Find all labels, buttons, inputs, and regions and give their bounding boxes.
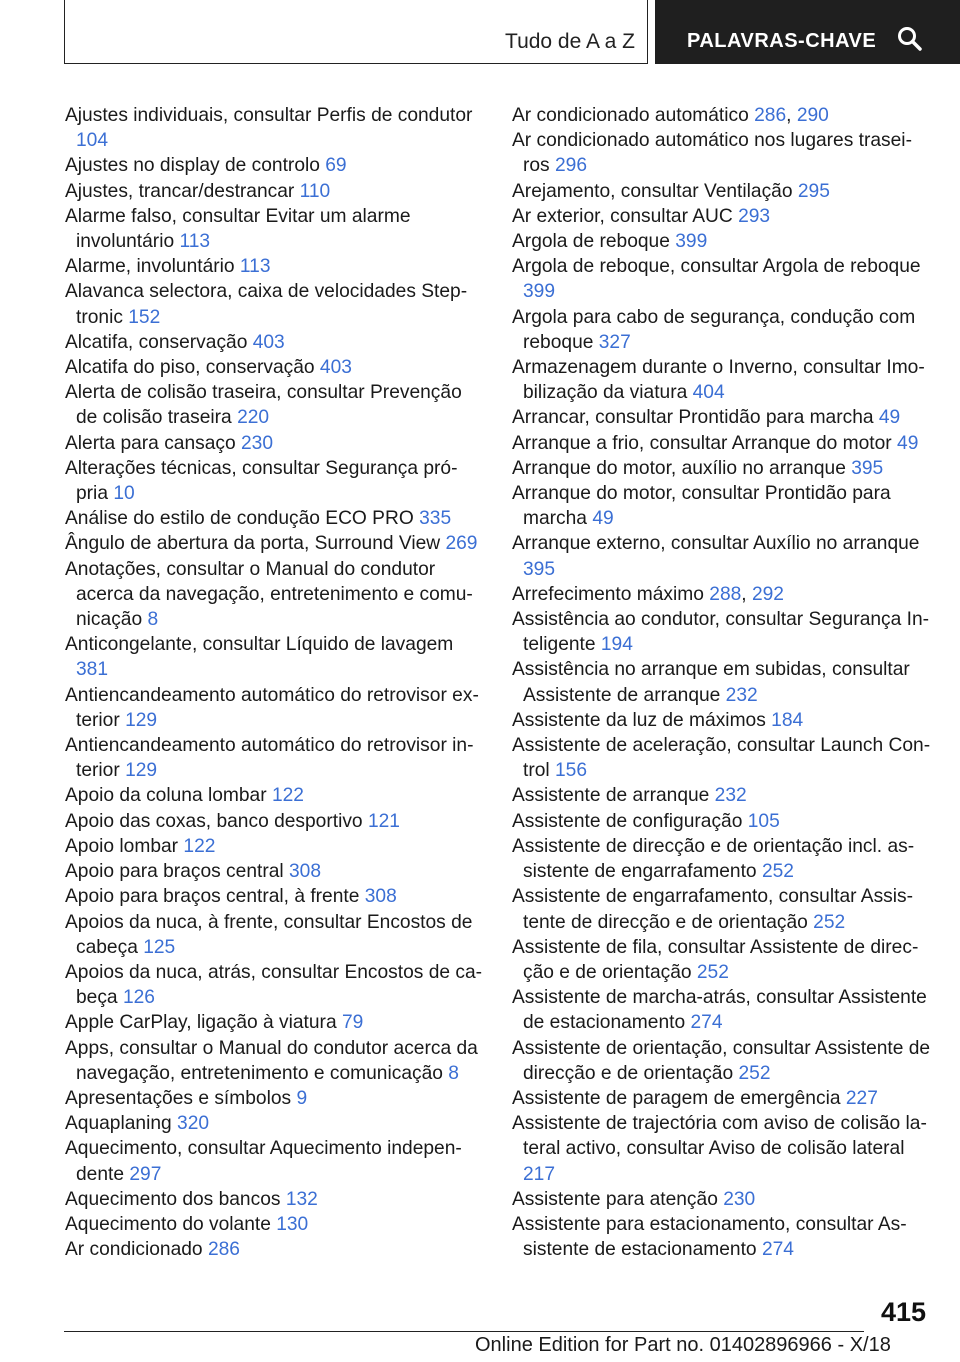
index-entry [65,557,483,633]
index-entry-text: Aquaplaning [65,1113,172,1135]
index-entry [65,1010,483,1035]
index-entry-text: Assistente de paragem de emergência [512,1087,841,1109]
page-reference-link[interactable]: 129 [125,709,158,731]
index-entry-text: Arejamento, consultar Ventilação [512,180,793,202]
index-entry [65,179,483,204]
index-entry-text: Ajustes no display de controlo [65,155,320,177]
index-entry [65,254,483,279]
page-reference-link[interactable]: 230 [241,432,274,454]
page-reference-link[interactable]: 288 [709,583,742,605]
index-entry-text: Argola para cabo de segurança, condução com reboque [512,306,916,353]
index-entry [65,1212,483,1237]
index-entry [65,683,483,733]
keywords-tab[interactable] [655,0,960,64]
page-reference-link[interactable]: 121 [367,810,400,832]
index-entry-text: Alerta para cansaço [65,432,236,454]
page-reference-link[interactable]: 9 [296,1087,308,1109]
index-entry-text: Assistente de direcção e de orientação incl. assistente de engarrafamento [512,835,915,883]
page-reference-link[interactable]: 156 [555,760,588,782]
page-reference-link[interactable]: 230 [723,1188,756,1210]
index-entry [65,355,483,380]
index-entry-text: Apoios da nuca, à frente, consultar Encostos de cabeça [65,911,473,958]
section-title[interactable]: Tudo de A a Z [505,30,635,53]
index-entry: Arrefecimento máximo 288, 292 [512,583,784,605]
page-reference-link[interactable]: 49 [878,407,901,429]
index-entry-text: Aquecimento, consultar Aquecimento independente [65,1138,462,1185]
index-entry [512,884,932,934]
index-entry [512,254,932,304]
page-reference-link[interactable]: 113 [179,231,211,253]
index-entry-text: Apps, consultar o Manual do condutor acerca da navegação, entretenimento e comunicação [65,1037,478,1084]
index-entry-text: Assistente de marcha-atrás, consultar Assistente de estacionamento [512,987,927,1034]
index-entry [65,960,483,1010]
index-entry [512,531,932,581]
page-reference-link[interactable]: 232 [714,785,747,807]
index-entry [512,229,932,254]
index-entry-text: Assistente para atenção [512,1188,718,1210]
index-entry [65,103,483,153]
index-entry [65,809,483,834]
index-entry [65,153,483,178]
index-entry-text: Aquecimento dos bancos [65,1188,281,1210]
index-entry [512,1187,932,1212]
index-entry [512,456,932,481]
index-entry [512,783,932,808]
page-reference-link[interactable]: 10 [113,483,135,505]
index-entry-text: Antiencandeamento automático do retrovisor interior [65,735,474,782]
index-entry [512,708,932,733]
index-entry [65,1136,483,1186]
page-reference-link[interactable]: 105 [747,810,780,832]
index-entry-text: Alavanca selectora, caixa de velocidades Steptronic [65,281,468,328]
page-reference-link[interactable]: 227 [845,1087,878,1109]
index-entry [512,834,932,884]
page-reference-link[interactable]: 327 [598,331,631,353]
page-reference-link[interactable]: 252 [761,861,794,883]
index-entry-text: Apple CarPlay, ligação à viatura [65,1012,337,1034]
index-entry [512,1212,932,1262]
page-reference-link[interactable]: 122 [183,835,216,857]
keywords-tab-label: PALAVRAS-CHAVE [687,29,877,52]
index-entry [65,859,483,884]
index-entry-text: Alcatifa do piso, conservação [65,357,315,379]
header-section-box [64,0,648,64]
index-entry [512,1036,932,1086]
index-entry-text: Assistente de engarrafamento, consultar Assistente de direcção e de orientação [512,886,914,933]
index-column-right [512,103,932,1262]
page-reference-link[interactable]: 252 [813,911,846,933]
index-entry-text: Aquecimento do volante [65,1213,271,1235]
page-reference-link[interactable]: 152 [128,306,161,328]
index-column-left [65,103,483,1262]
index-entry [512,481,932,531]
page-reference-link[interactable]: 122 [271,785,304,807]
index-entry [65,1036,483,1086]
index-entry-text: Alarme, involuntário [65,256,235,278]
index-entry [512,985,932,1035]
index-entry-text: Apoio lombar [65,835,179,857]
page-reference-link[interactable]: 8 [448,1062,459,1084]
index-entry-text: Arrefecimento máximo [512,583,704,605]
page-number: 415 [880,1297,926,1327]
index-entry [512,405,932,430]
page-reference-link[interactable]: 292 [751,583,784,605]
index-entry-text: Assistência no arranque em subidas, consultar Assistente de arranque [512,659,910,706]
page-reference-link[interactable]: 79 [341,1012,364,1034]
index-entry [65,884,483,909]
index-entry-text: Ar condicionado [65,1239,203,1261]
index-entry-text: Arranque externo, consultar Auxílio no arranque [512,533,920,555]
index-entry-text: Alerta de colisão traseira, consultar Prevenção de colisão traseira [65,382,462,429]
index-entry [65,1111,483,1136]
page-reference-link[interactable]: 130 [276,1213,309,1235]
index-entry: Ar condicionado automático 286, 290 [512,105,829,126]
index-entry-text: Assistente para estacionamento, consultar Assistente de estacionamento [512,1213,907,1261]
index-entry-text: Análise do estilo de condução ECO PRO [65,508,414,530]
index-entry [512,1086,932,1111]
page-reference-link[interactable]: 290 [796,105,829,126]
index-entry-text: Apoio das coxas, banco desportivo [65,810,363,832]
page-reference-link[interactable]: 295 [797,180,830,202]
page-reference-link[interactable]: 125 [143,936,176,958]
index-entry-text: Antiencandeamento automático do retrovisor exterior [65,684,479,731]
index-entry-text: Assistente de trajectória com aviso de colisão lateral activo, consultar Aviso de colisão lateral [512,1113,927,1160]
index-entry [65,204,483,254]
page-reference-link[interactable]: 308 [289,861,322,883]
page-reference-link[interactable]: 399 [675,231,708,253]
index-entry-text: Apoio da coluna lombar [65,785,267,807]
index-entry [65,910,483,960]
page-reference-link[interactable]: 320 [177,1113,210,1135]
index-entry-text: Argola de reboque, consultar Argola de reboque [512,256,921,278]
index-entry [512,935,932,985]
index-entry-text: Apoio para braços central, à frente [65,886,360,908]
index-entry-text: Assistente de fila, consultar Assistente de direcção e de orientação [512,936,919,983]
page-reference-link[interactable]: 49 [897,432,919,454]
page-reference-link[interactable]: 232 [725,684,758,706]
page-reference-link[interactable]: 104 [76,130,109,152]
index-entry [65,279,483,329]
page-reference-link[interactable]: 395 [523,558,556,580]
page-reference-link[interactable]: 110 [299,180,331,202]
page-reference-link[interactable]: 286 [207,1239,240,1261]
page-reference-link[interactable]: 274 [761,1239,794,1261]
index-entry-text: Assistente de configuração [512,810,743,832]
index-entry-text: Ar condicionado automático nos lugares traseiros [512,130,912,177]
page-reference-link[interactable]: 297 [129,1163,162,1185]
page-reference-link[interactable]: 252 [696,961,729,983]
index-entry-text: Ângulo de abertura da porta, Surround View [65,533,441,555]
index-entry-text: Alarme falso, consultar Evitar um alarme involuntário [65,205,411,253]
page-reference-link[interactable]: 404 [692,382,725,404]
page-reference-link[interactable]: 403 [252,331,285,353]
index-entry-text: Assistente de orientação, consultar Assistente de direcção e de orientação [512,1037,931,1084]
page-reference-link[interactable]: 252 [738,1062,771,1084]
index-entry-text: Alterações técnicas, consultar Segurança própria [65,457,458,505]
index-entry-text: Arranque do motor, consultar Prontidão para marcha [512,483,891,530]
index-entry [65,431,483,456]
index-entry [512,657,932,707]
page-reference-link[interactable]: 286 [754,105,787,126]
page-reference-link[interactable]: 126 [122,987,155,1009]
index-entry-text: Assistente de aceleração, consultar Launch Control [512,735,931,782]
page-reference-link[interactable]: 132 [285,1188,318,1210]
page-reference-link[interactable]: 269 [445,533,478,555]
index-entry [65,456,483,506]
index-entry [512,1111,932,1187]
index-entry [65,1086,483,1111]
index-entry-text: Assistência ao condutor, consultar Segurança Inteligente [512,609,930,656]
index-entry-text: Ar exterior, consultar AUC [512,205,733,227]
page-reference-link[interactable]: 217 [523,1163,556,1185]
index-entry-text: Apoios da nuca, atrás, consultar Encostos de cabeça [65,961,483,1009]
index-entry-text: Ajustes individuais, consultar Perfis de condutor [65,105,473,126]
page-reference-link[interactable]: 296 [555,155,588,177]
index-entry-text: Arrancar, consultar Prontidão para marcha [512,407,874,429]
index-entry-text: Arranque do motor, auxílio no arranque [512,457,846,479]
index-entry [65,632,483,682]
page-reference-link[interactable]: 69 [325,155,347,177]
page-reference-link[interactable]: 403 [319,357,352,379]
index-entry-text: Armazenagem durante o Inverno, consultar Imobilização da viatura [512,357,925,404]
page-reference-link[interactable]: 220 [237,407,270,429]
index-entry [512,355,932,405]
index-entry [512,809,932,834]
page-reference-link[interactable]: 274 [690,1012,723,1034]
page-reference-link[interactable]: 381 [76,659,109,681]
index-entry [65,506,483,531]
page-reference-link[interactable]: 49 [592,508,614,530]
index-entry [65,834,483,859]
index-entry-text: Anticongelante, consultar Líquido de lavagem [65,634,454,656]
index-entry [65,1187,483,1212]
page-reference-link[interactable]: 129 [125,760,158,782]
index-entry-text: Arranque a frio, consultar Arranque do motor [512,432,892,454]
index-entry [512,128,932,178]
index-entry [65,380,483,430]
index-entry-text: Assistente de arranque [512,785,710,807]
index-entry [65,531,483,556]
index-entry [65,733,483,783]
page-reference-link[interactable]: 8 [147,609,159,631]
index-entry-text: Apoio para braços central [65,861,284,883]
index-entry-text: Ar condicionado automático [512,105,749,126]
page-reference-link[interactable]: 395 [851,457,884,479]
page-reference-link[interactable]: 113 [239,256,271,278]
index-entry [512,305,932,355]
index-entry-text: Anotações, consultar o Manual do condutor acerca da navegação, entretenimento e comunicação [65,558,473,631]
edition-footer: Online Edition for Part no. 01402896966 - X/18 [475,1334,891,1356]
index-entry-text: Alcatifa, conservação [65,331,248,353]
index-entry [65,783,483,808]
index-entry-text: Apresentações e símbolos [65,1087,292,1109]
page-reference-link[interactable]: 293 [738,205,771,227]
page-reference-link[interactable]: 184 [771,709,804,731]
page-reference-link[interactable]: 335 [419,508,452,530]
page-reference-link[interactable]: 399 [523,281,556,303]
index-entry [512,733,932,783]
footer-divider [64,1331,864,1332]
index-entry [512,204,932,229]
index-entry [512,607,932,657]
index-entry-text: Assistente da luz de máximos [512,709,766,731]
index-entry [512,431,932,456]
index-entry [65,1237,483,1262]
search-icon[interactable] [896,25,924,53]
index-entry [65,330,483,355]
index-entry-text: Ajustes, trancar/destrancar [65,180,295,202]
page-reference-link[interactable]: 194 [600,634,633,656]
index-entry-text: Argola de reboque [512,231,670,253]
page-reference-link[interactable]: 308 [364,886,397,908]
index-entry [512,179,932,204]
